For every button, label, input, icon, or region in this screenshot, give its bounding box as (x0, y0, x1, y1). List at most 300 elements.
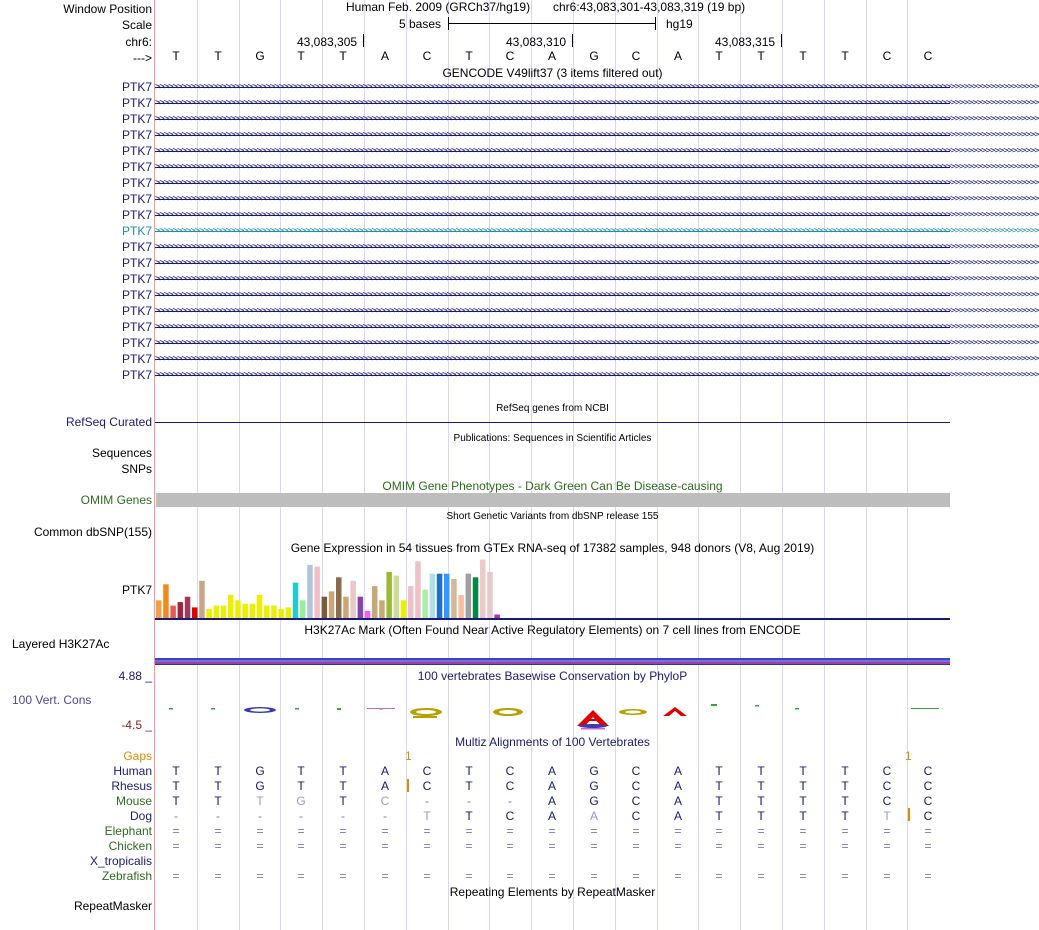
gencode-transcript-intron[interactable]: >>>>>>>>>>>>>>>>>>>>>>>>>>>>>>>>>>>>>>>>>>>>>>>>>>>>>>>>>>>>>>>>>>>>>>>>>>>>>>>>>>>>>>>>>>>>>>>>>>>>>>>>>>>>>>>>>>>>>>>>>>>>>>>>>>>>>>>>>>>>>>>>>>>>>>>>>>>>>>>>>>>>>>>>>>>>>>>>>>>>>>>>>>>>>>>>>>>>>>>> (155, 274, 1039, 284)
omim-gene-bar[interactable] (156, 493, 950, 507)
gtex-tissue-bar[interactable] (401, 600, 407, 618)
multiz-base: = (799, 839, 807, 853)
multiz-base: C (882, 779, 892, 793)
multiz-base: T (256, 794, 264, 808)
gencode-transcript-intron[interactable]: >>>>>>>>>>>>>>>>>>>>>>>>>>>>>>>>>>>>>>>>>>>>>>>>>>>>>>>>>>>>>>>>>>>>>>>>>>>>>>>>>>>>>>>>>>>>>>>>>>>>>>>>>>>>>>>>>>>>>>>>>>>>>>>>>>>>>>>>>>>>>>>>>>>>>>>>>>>>>>>>>>>>>>>>>>>>>>>>>>>>>>>>>>>>>>>>>>>>>>>> (155, 290, 1039, 300)
gencode-transcript-line (155, 359, 950, 360)
multiz-base: = (590, 869, 598, 883)
gencode-transcript-intron[interactable]: >>>>>>>>>>>>>>>>>>>>>>>>>>>>>>>>>>>>>>>>>>>>>>>>>>>>>>>>>>>>>>>>>>>>>>>>>>>>>>>>>>>>>>>>>>>>>>>>>>>>>>>>>>>>>>>>>>>>>>>>>>>>>>>>>>>>>>>>>>>>>>>>>>>>>>>>>>>>>>>>>>>>>>>>>>>>>>>>>>>>>>>>>>>>>>>>>>>>>>>> (155, 354, 1039, 364)
multiz-base: A (673, 809, 682, 823)
gencode-transcript-line (155, 343, 950, 344)
gtex-tissue-bar[interactable] (192, 607, 198, 618)
gtex-tissue-bar[interactable] (156, 600, 162, 618)
multiz-species-label[interactable]: Mouse (115, 794, 152, 808)
gencode-transcript-intron[interactable]: >>>>>>>>>>>>>>>>>>>>>>>>>>>>>>>>>>>>>>>>>>>>>>>>>>>>>>>>>>>>>>>>>>>>>>>>>>>>>>>>>>>>>>>>>>>>>>>>>>>>>>>>>>>>>>>>>>>>>>>>>>>>>>>>>>>>>>>>>>>>>>>>>>>>>>>>>>>>>>>>>>>>>>>>>>>>>>>>>>>>>>>>>>>>>>>>>>>>>>>> (155, 322, 1039, 332)
multiz-base: = (506, 839, 514, 853)
reference-base: C (422, 49, 432, 63)
gencode-transcript-label[interactable]: PTK7 (121, 144, 152, 158)
multiz-base: C (923, 809, 933, 823)
gtex-tissue-bar[interactable] (329, 591, 335, 618)
multiz-base: T (715, 764, 723, 778)
multiz-base: G (255, 764, 265, 778)
dbsnp-title: Short Genetic Variants from dbSNP release 155 (446, 511, 659, 522)
phylop-label[interactable]: 100 Vert. Cons (12, 693, 92, 707)
reference-base: T (339, 49, 347, 63)
multiz-base: C (505, 764, 515, 778)
multiz-species-label[interactable]: Zebrafish (101, 869, 152, 883)
multiz-base: - (508, 794, 512, 808)
multiz-base: = (256, 869, 264, 883)
multiz-base: A (589, 809, 598, 823)
multiz-base: = (381, 869, 389, 883)
reference-base: T (465, 49, 473, 63)
reference-base: T (715, 49, 723, 63)
multiz-base: T (465, 809, 473, 823)
gencode-transcript-line (155, 231, 950, 232)
multiz-base: = (465, 824, 473, 838)
phylop-logo-c2 (493, 708, 523, 716)
multiz-species-label[interactable]: Human (113, 764, 152, 778)
gtex-tissue-bar[interactable] (242, 604, 248, 618)
multiz-base: = (841, 869, 849, 883)
gencode-transcript-label[interactable]: PTK7 (121, 192, 152, 206)
multiz-base: = (841, 824, 849, 838)
snps-label[interactable]: SNPs (121, 462, 152, 476)
tick-mark-1 (363, 34, 364, 47)
multiz-base: = (297, 869, 305, 883)
multiz-base: T (297, 779, 305, 793)
gtex-tissue-bar[interactable] (358, 597, 364, 618)
multiz-base: T (339, 764, 347, 778)
gencode-transcript-intron[interactable]: >>>>>>>>>>>>>>>>>>>>>>>>>>>>>>>>>>>>>>>>>>>>>>>>>>>>>>>>>>>>>>>>>>>>>>>>>>>>>>>>>>>>>>>>>>>>>>>>>>>>>>>>>>>>>>>>>>>>>>>>>>>>>>>>>>>>>>>>>>>>>>>>>>>>>>>>>>>>>>>>>>>>>>>>>>>>>>>>>>>>>>>>>>>>>>>>>>>>>>>> (155, 146, 1039, 156)
reference-base: C (882, 49, 892, 63)
gtex-tissue-bar[interactable] (228, 595, 234, 618)
multiz-base: = (172, 839, 180, 853)
multiz-base: C (631, 794, 641, 808)
gtex-tissue-bar[interactable] (394, 576, 400, 619)
multiz-base: T (297, 764, 305, 778)
multiz-base: G (296, 794, 306, 808)
multiz-base: = (590, 824, 598, 838)
gtex-tissue-bar[interactable] (264, 606, 270, 618)
phylop-logo-c3 (619, 709, 647, 715)
multiz-base: = (883, 869, 891, 883)
gtex-title: Gene Expression in 54 tissues from GTEx RNA-seq of 17382 samples, 948 donors (V8, Aug 2019) (290, 541, 815, 555)
assembly-text: Human Feb. 2009 (GRCh37/hg19) (346, 0, 531, 14)
multiz-base: = (214, 869, 222, 883)
multiz-base: A (547, 794, 556, 808)
multiz-base: = (381, 839, 389, 853)
multiz-base: T (172, 779, 180, 793)
multiz-base: - (216, 809, 220, 823)
multiz-base: T (757, 779, 765, 793)
gtex-tissue-bar[interactable] (271, 606, 277, 618)
multiz-base: C (422, 764, 432, 778)
gtex-tissue-bar[interactable] (286, 607, 292, 618)
multiz-base: = (256, 839, 264, 853)
multiz-base: = (632, 824, 640, 838)
multiz-base: A (380, 764, 389, 778)
multiz-base: = (590, 839, 598, 853)
multiz-base: C (631, 779, 641, 793)
multiz-base: A (673, 794, 682, 808)
gtex-tissue-bar[interactable] (307, 565, 313, 618)
gtex-tissue-bar[interactable] (480, 560, 486, 619)
multiz-base: T (715, 794, 723, 808)
publications-title: Publications: Sequences in Scientific Articles (453, 433, 652, 444)
multiz-base: T (465, 779, 473, 793)
gencode-transcript-line (155, 199, 950, 200)
gencode-transcript-intron[interactable]: >>>>>>>>>>>>>>>>>>>>>>>>>>>>>>>>>>>>>>>>>>>>>>>>>>>>>>>>>>>>>>>>>>>>>>>>>>>>>>>>>>>>>>>>>>>>>>>>>>>>>>>>>>>>>>>>>>>>>>>>>>>>>>>>>>>>>>>>>>>>>>>>>>>>>>>>>>>>>>>>>>>>>>>>>>>>>>>>>>>>>>>>>>>>>>>>>>>>>>>> (155, 162, 1039, 172)
tick-mark-2 (572, 34, 573, 47)
gencode-transcript-intron[interactable]: >>>>>>>>>>>>>>>>>>>>>>>>>>>>>>>>>>>>>>>>>>>>>>>>>>>>>>>>>>>>>>>>>>>>>>>>>>>>>>>>>>>>>>>>>>>>>>>>>>>>>>>>>>>>>>>>>>>>>>>>>>>>>>>>>>>>>>>>>>>>>>>>>>>>>>>>>>>>>>>>>>>>>>>>>>>>>>>>>>>>>>>>>>>>>>>>>>>>>>>> (155, 258, 1039, 268)
gtex-tissue-bar[interactable] (250, 604, 256, 618)
publications-label[interactable]: Sequences (91, 446, 152, 460)
reference-base: A (673, 49, 682, 63)
gtex-tissue-bar[interactable] (487, 572, 493, 618)
multiz-base: T (841, 779, 849, 793)
multiz-base: = (924, 869, 932, 883)
gtex-tissue-bar[interactable] (178, 602, 184, 618)
h3k27ac-label[interactable]: Layered H3K27Ac (12, 637, 110, 651)
gtex-tissue-bar[interactable] (235, 600, 241, 618)
multiz-base: T (841, 809, 849, 823)
multiz-base: T (465, 764, 473, 778)
gencode-transcript-line (155, 167, 950, 168)
gencode-transcript-line (155, 279, 950, 280)
gencode-transcript-line (155, 119, 950, 120)
gencode-transcript-label[interactable]: PTK7 (121, 240, 152, 254)
multiz-base: G (589, 794, 599, 808)
multiz-base: T (214, 794, 222, 808)
multiz-base: = (339, 839, 347, 853)
gtex-tissue-bar[interactable] (206, 609, 212, 618)
multiz-base: = (381, 824, 389, 838)
multiz-base: T (841, 794, 849, 808)
gtex-tissue-bar[interactable] (221, 606, 227, 618)
gencode-transcript-line (155, 215, 950, 216)
gencode-transcript-intron[interactable]: >>>>>>>>>>>>>>>>>>>>>>>>>>>>>>>>>>>>>>>>>>>>>>>>>>>>>>>>>>>>>>>>>>>>>>>>>>>>>>>>>>>>>>>>>>>>>>>>>>>>>>>>>>>>>>>>>>>>>>>>>>>>>>>>>>>>>>>>>>>>>>>>>>>>>>>>>>>>>>>>>>>>>>>>>>>>>>>>>>>>>>>>>>>>>>>>>>>>>>>> (155, 242, 1039, 252)
gencode-transcript-intron[interactable]: >>>>>>>>>>>>>>>>>>>>>>>>>>>>>>>>>>>>>>>>>>>>>>>>>>>>>>>>>>>>>>>>>>>>>>>>>>>>>>>>>>>>>>>>>>>>>>>>>>>>>>>>>>>>>>>>>>>>>>>>>>>>>>>>>>>>>>>>>>>>>>>>>>>>>>>>>>>>>>>>>>>>>>>>>>>>>>>>>>>>>>>>>>>>>>>>>>>>>>>> (155, 194, 1039, 204)
multiz-base: = (674, 824, 682, 838)
multiz-base: = (632, 869, 640, 883)
multiz-species-label[interactable]: Elephant (104, 824, 152, 838)
gencode-transcript-label[interactable]: PTK7 (121, 176, 152, 190)
gtex-tissue-bar[interactable] (379, 600, 385, 618)
gencode-transcript-label[interactable]: PTK7 (121, 208, 152, 222)
h3k27ac-title: H3K27Ac Mark (Often Found Near Active Regulatory Elements) on 7 cell lines from ENCODE (304, 623, 801, 637)
gencode-transcript-intron[interactable]: >>>>>>>>>>>>>>>>>>>>>>>>>>>>>>>>>>>>>>>>>>>>>>>>>>>>>>>>>>>>>>>>>>>>>>>>>>>>>>>>>>>>>>>>>>>>>>>>>>>>>>>>>>>>>>>>>>>>>>>>>>>>>>>>>>>>>>>>>>>>>>>>>>>>>>>>>>>>>>>>>>>>>>>>>>>>>>>>>>>>>>>>>>>>>>>>>>>>>>>> (155, 306, 1039, 316)
gencode-transcript-intron[interactable]: >>>>>>>>>>>>>>>>>>>>>>>>>>>>>>>>>>>>>>>>>>>>>>>>>>>>>>>>>>>>>>>>>>>>>>>>>>>>>>>>>>>>>>>>>>>>>>>>>>>>>>>>>>>>>>>>>>>>>>>>>>>>>>>>>>>>>>>>>>>>>>>>>>>>>>>>>>>>>>>>>>>>>>>>>>>>>>>>>>>>>>>>>>>>>>>>>>>>>>>> (155, 210, 1039, 220)
multiz-base: C (631, 809, 641, 823)
reference-base: T (757, 49, 765, 63)
gencode-transcript-intron[interactable]: >>>>>>>>>>>>>>>>>>>>>>>>>>>>>>>>>>>>>>>>>>>>>>>>>>>>>>>>>>>>>>>>>>>>>>>>>>>>>>>>>>>>>>>>>>>>>>>>>>>>>>>>>>>>>>>>>>>>>>>>>>>>>>>>>>>>>>>>>>>>>>>>>>>>>>>>>>>>>>>>>>>>>>>>>>>>>>>>>>>>>>>>>>>>>>>>>>>>>>>> (155, 82, 1039, 92)
gtex-tissue-bar[interactable] (336, 577, 342, 618)
gtex-tissue-bar[interactable] (451, 579, 457, 618)
gtex-tissue-bar[interactable] (458, 595, 464, 618)
multiz-base: = (548, 869, 556, 883)
multiz-base: T (757, 809, 765, 823)
multiz-base: = (339, 869, 347, 883)
phylop-max-label: 4.88 _ (118, 669, 152, 683)
gencode-transcript-intron[interactable]: >>>>>>>>>>>>>>>>>>>>>>>>>>>>>>>>>>>>>>>>>>>>>>>>>>>>>>>>>>>>>>>>>>>>>>>>>>>>>>>>>>>>>>>>>>>>>>>>>>>>>>>>>>>>>>>>>>>>>>>>>>>>>>>>>>>>>>>>>>>>>>>>>>>>>>>>>>>>>>>>>>>>>>>>>>>>>>>>>>>>>>>>>>>>>>>>>>>>>>>> (155, 114, 1039, 124)
gtex-tissue-bar[interactable] (444, 574, 450, 618)
h3k27ac-layer-4 (155, 664, 950, 665)
multiz-base: T (799, 794, 807, 808)
db-text: hg19 (666, 17, 693, 31)
multiz-base: G (589, 779, 599, 793)
gencode-transcript-line (155, 151, 950, 152)
multiz-base: A (547, 764, 556, 778)
tick-label-3: 43,083,315 (715, 35, 776, 49)
reference-base: T (297, 49, 305, 63)
reference-base: A (547, 49, 556, 63)
multiz-base: G (589, 764, 599, 778)
multiz-base: T (423, 809, 431, 823)
position-text: chr6:43,083,301-43,083,319 (19 bp) (553, 0, 746, 14)
scale-bar-right-end (655, 17, 656, 30)
gencode-transcript-label[interactable]: PTK7 (121, 272, 152, 286)
multiz-base: A (673, 764, 682, 778)
omim-label[interactable]: OMIM Genes (80, 493, 152, 507)
multiz-base: A (547, 809, 556, 823)
multiz-base: = (423, 869, 431, 883)
gencode-transcript-line (155, 327, 950, 328)
reference-base: T (214, 49, 222, 63)
gtex-tissue-bar[interactable] (314, 567, 320, 618)
gtex-tissue-bar[interactable] (365, 611, 371, 618)
multiz-base: = (172, 824, 180, 838)
gencode-transcript-line (155, 183, 950, 184)
gencode-transcript-label[interactable]: PTK7 (121, 160, 152, 174)
gencode-transcript-intron[interactable]: >>>>>>>>>>>>>>>>>>>>>>>>>>>>>>>>>>>>>>>>>>>>>>>>>>>>>>>>>>>>>>>>>>>>>>>>>>>>>>>>>>>>>>>>>>>>>>>>>>>>>>>>>>>>>>>>>>>>>>>>>>>>>>>>>>>>>>>>>>>>>>>>>>>>>>>>>>>>>>>>>>>>>>>>>>>>>>>>>>>>>>>>>>>>>>>>>>>>>>>> (155, 338, 1039, 348)
multiz-base: - (467, 794, 471, 808)
gencode-transcript-line (155, 247, 950, 248)
gtex-tissue-bar[interactable] (170, 606, 176, 618)
multiz-base: T (757, 794, 765, 808)
multiz-base: = (674, 869, 682, 883)
gencode-transcript-intron[interactable]: >>>>>>>>>>>>>>>>>>>>>>>>>>>>>>>>>>>>>>>>>>>>>>>>>>>>>>>>>>>>>>>>>>>>>>>>>>>>>>>>>>>>>>>>>>>>>>>>>>>>>>>>>>>>>>>>>>>>>>>>>>>>>>>>>>>>>>>>>>>>>>>>>>>>>>>>>>>>>>>>>>>>>>>>>>>>>>>>>>>>>>>>>>>>>>>>>>>>>>>> (155, 130, 1039, 140)
strand-label: ---> (133, 51, 152, 65)
phylop-logo-track[interactable] (155, 698, 950, 730)
gtex-baseline (155, 618, 950, 620)
gtex-tissue-bar[interactable] (343, 597, 349, 618)
gtex-tissue-bar[interactable] (185, 597, 191, 618)
gencode-transcript-label[interactable]: PTK7 (121, 96, 152, 110)
gtex-tissue-bar[interactable] (466, 574, 472, 618)
multiz-base: = (924, 839, 932, 853)
genome-browser-image[interactable] (155, 0, 1039, 930)
gencode-transcript-label[interactable]: PTK7 (121, 304, 152, 318)
multiz-base: - (341, 809, 345, 823)
gencode-transcript-label[interactable]: PTK7 (121, 320, 152, 334)
gtex-tissue-bar[interactable] (386, 572, 392, 618)
reference-base: C (631, 49, 641, 63)
multiz-base: C (422, 779, 432, 793)
multiz-base: = (214, 839, 222, 853)
phylop-min-label: -4.5 _ (121, 718, 152, 732)
multiz-base: C (923, 779, 933, 793)
scale-text: 5 bases (399, 17, 442, 31)
gencode-transcript-line (155, 87, 950, 88)
reference-base: T (172, 49, 180, 63)
multiz-species-label[interactable]: Rhesus (111, 779, 152, 793)
gtex-tissue-bar[interactable] (422, 590, 428, 618)
gtex-tissue-bar[interactable] (199, 581, 205, 618)
multiz-species-label[interactable]: Chicken (108, 839, 152, 853)
multiz-base: - (299, 809, 303, 823)
multiz-base: = (841, 839, 849, 853)
gtex-tissue-bar[interactable] (293, 583, 299, 618)
gencode-transcript-label[interactable]: PTK7 (121, 80, 152, 94)
gtex-tissue-bar[interactable] (257, 595, 263, 618)
multiz-base: T (757, 764, 765, 778)
multiz-base: = (214, 824, 222, 838)
gencode-transcript-label[interactable]: PTK7 (121, 288, 152, 302)
multiz-base: C (380, 794, 390, 808)
chrom-label: chr6: (125, 35, 152, 49)
multiz-base: - (258, 809, 262, 823)
multiz-base: = (715, 869, 723, 883)
multiz-base: C (882, 764, 892, 778)
multiz-species-label[interactable]: Dog (129, 809, 152, 823)
multiz-base: = (256, 824, 264, 838)
gencode-transcript-label[interactable]: PTK7 (121, 352, 152, 366)
multiz-base: = (506, 869, 514, 883)
multiz-base: T (214, 764, 222, 778)
multiz-base: - (425, 794, 429, 808)
multiz-base: - (383, 809, 387, 823)
multiz-base: A (380, 779, 389, 793)
multiz-base: G (255, 779, 265, 793)
repeatmasker-label[interactable]: RepeatMasker (73, 899, 152, 913)
multiz-base: A (547, 779, 556, 793)
multiz-base: = (172, 869, 180, 883)
multiz-base: = (506, 824, 514, 838)
gencode-transcript-label[interactable]: PTK7 (121, 112, 152, 126)
gtex-tissue-bar[interactable] (350, 581, 356, 618)
multiz-base: T (799, 779, 807, 793)
phylop-logo-a (577, 710, 609, 730)
gtex-tissue-bar[interactable] (300, 600, 306, 618)
track-labels-panel (0, 0, 154, 930)
multiz-base: T (715, 809, 723, 823)
multiz-base: = (632, 839, 640, 853)
multiz-base: = (757, 839, 765, 853)
window-position-label: Window Position (63, 2, 152, 16)
multiz-base: C (505, 809, 515, 823)
scale-label: Scale (121, 18, 152, 32)
multiz-title: Multiz Alignments of 100 Vertebrates (455, 735, 650, 749)
multiz-base: A (673, 779, 682, 793)
gencode-transcript-label[interactable]: PTK7 (121, 256, 152, 270)
multiz-base: = (883, 839, 891, 853)
gap-marker-2: 1 (905, 749, 912, 763)
gtex-tissue-bar[interactable] (437, 574, 443, 618)
gtex-tissue-bar[interactable] (372, 586, 378, 618)
multiz-base: = (799, 869, 807, 883)
multiz-base: T (214, 779, 222, 793)
gtex-tissue-bar[interactable] (214, 606, 220, 618)
phylop-logo-a2 (663, 707, 687, 716)
refseq-title: RefSeq genes from NCBI (496, 403, 609, 414)
gencode-transcript-intron[interactable]: >>>>>>>>>>>>>>>>>>>>>>>>>>>>>>>>>>>>>>>>>>>>>>>>>>>>>>>>>>>>>>>>>>>>>>>>>>>>>>>>>>>>>>>>>>>>>>>>>>>>>>>>>>>>>>>>>>>>>>>>>>>>>>>>>>>>>>>>>>>>>>>>>>>>>>>>>>>>>>>>>>>>>>>>>>>>>>>>>>>>>>>>>>>>>>>>>>>>>>>> (155, 98, 1039, 108)
multiz-base: = (339, 824, 347, 838)
multiz-base: = (465, 839, 473, 853)
multiz-base: = (297, 824, 305, 838)
gtex-label[interactable]: PTK7 (121, 583, 152, 597)
multiz-base: - (174, 809, 178, 823)
phylop-title: 100 vertebrates Basewise Conservation by PhyloP (417, 669, 688, 683)
multiz-base: T (172, 794, 180, 808)
multiz-base: = (757, 824, 765, 838)
gencode-transcript-intron[interactable]: >>>>>>>>>>>>>>>>>>>>>>>>>>>>>>>>>>>>>>>>>>>>>>>>>>>>>>>>>>>>>>>>>>>>>>>>>>>>>>>>>>>>>>>>>>>>>>>>>>>>>>>>>>>>>>>>>>>>>>>>>>>>>>>>>>>>>>>>>>>>>>>>>>>>>>>>>>>>>>>>>>>>>>>>>>>>>>>>>>>>>>>>>>>>>>>>>>>>>>>> (155, 178, 1039, 188)
multiz-base: = (883, 824, 891, 838)
gencode-transcript-line (155, 375, 950, 376)
tick-label-2: 43,083,310 (506, 35, 567, 49)
gencode-transcript-intron[interactable]: >>>>>>>>>>>>>>>>>>>>>>>>>>>>>>>>>>>>>>>>>>>>>>>>>>>>>>>>>>>>>>>>>>>>>>>>>>>>>>>>>>>>>>>>>>>>>>>>>>>>>>>>>>>>>>>>>>>>>>>>>>>>>>>>>>>>>>>>>>>>>>>>>>>>>>>>>>>>>>>>>>>>>>>>>>>>>>>>>>>>>>>>>>>>>>>>>>>>>>>> (155, 226, 1039, 236)
multiz-base: C (882, 794, 892, 808)
gaps-label: Gaps (123, 749, 152, 763)
multiz-base: = (423, 824, 431, 838)
dbsnp-label[interactable]: Common dbSNP(155) (33, 525, 152, 539)
gencode-title: GENCODE V49lift37 (3 items filtered out) (442, 66, 663, 80)
multiz-base: = (715, 839, 723, 853)
refseq-label[interactable]: RefSeq Curated (65, 415, 152, 429)
gencode-transcript-label[interactable]: PTK7 (121, 128, 152, 142)
tick-mark-3 (781, 34, 782, 47)
tick-label-1: 43,083,305 (297, 35, 358, 49)
gtex-tissue-bar[interactable] (408, 586, 414, 618)
gtex-tissue-bar[interactable] (415, 561, 421, 618)
reference-base: T (799, 49, 807, 63)
multiz-base: = (757, 869, 765, 883)
multiz-base: C (923, 794, 933, 808)
reference-base: G (589, 49, 599, 63)
gtex-tissue-bar[interactable] (473, 577, 479, 618)
multiz-base: = (924, 824, 932, 838)
multiz-base: T (799, 764, 807, 778)
gencode-transcript-label[interactable]: PTK7 (121, 368, 152, 382)
gencode-transcript-intron[interactable]: >>>>>>>>>>>>>>>>>>>>>>>>>>>>>>>>>>>>>>>>>>>>>>>>>>>>>>>>>>>>>>>>>>>>>>>>>>>>>>>>>>>>>>>>>>>>>>>>>>>>>>>>>>>>>>>>>>>>>>>>>>>>>>>>>>>>>>>>>>>>>>>>>>>>>>>>>>>>>>>>>>>>>>>>>>>>>>>>>>>>>>>>>>>>>>>>>>>>>>>> (155, 370, 1039, 380)
multiz-base: T (799, 809, 807, 823)
multiz-base: = (715, 824, 723, 838)
multiz-species-label[interactable]: X_tropicalis (89, 854, 152, 868)
gencode-transcript-line (155, 135, 950, 136)
multiz-base: C (923, 764, 933, 778)
multiz-base: T (339, 794, 347, 808)
phylop-logo-g (244, 707, 276, 713)
gtex-tissue-bar[interactable] (163, 584, 169, 618)
gtex-tissue-bar[interactable] (322, 597, 328, 618)
multiz-base: C (631, 764, 641, 778)
gtex-tissue-bar[interactable] (278, 609, 284, 618)
scale-bar (448, 23, 656, 24)
multiz-base: = (297, 839, 305, 853)
reference-base: G (255, 49, 265, 63)
reference-base: C (505, 49, 515, 63)
multiz-base: = (799, 824, 807, 838)
multiz-base: = (423, 839, 431, 853)
gencode-transcript-label[interactable]: PTK7 (121, 336, 152, 350)
multiz-base: = (548, 839, 556, 853)
gtex-bar-chart[interactable] (155, 556, 533, 618)
refseq-gene-line[interactable] (155, 422, 950, 423)
gencode-transcript-label[interactable]: PTK7 (121, 224, 152, 238)
gtex-tissue-bar[interactable] (430, 574, 436, 618)
multiz-base: = (548, 824, 556, 838)
multiz-base: C (505, 779, 515, 793)
